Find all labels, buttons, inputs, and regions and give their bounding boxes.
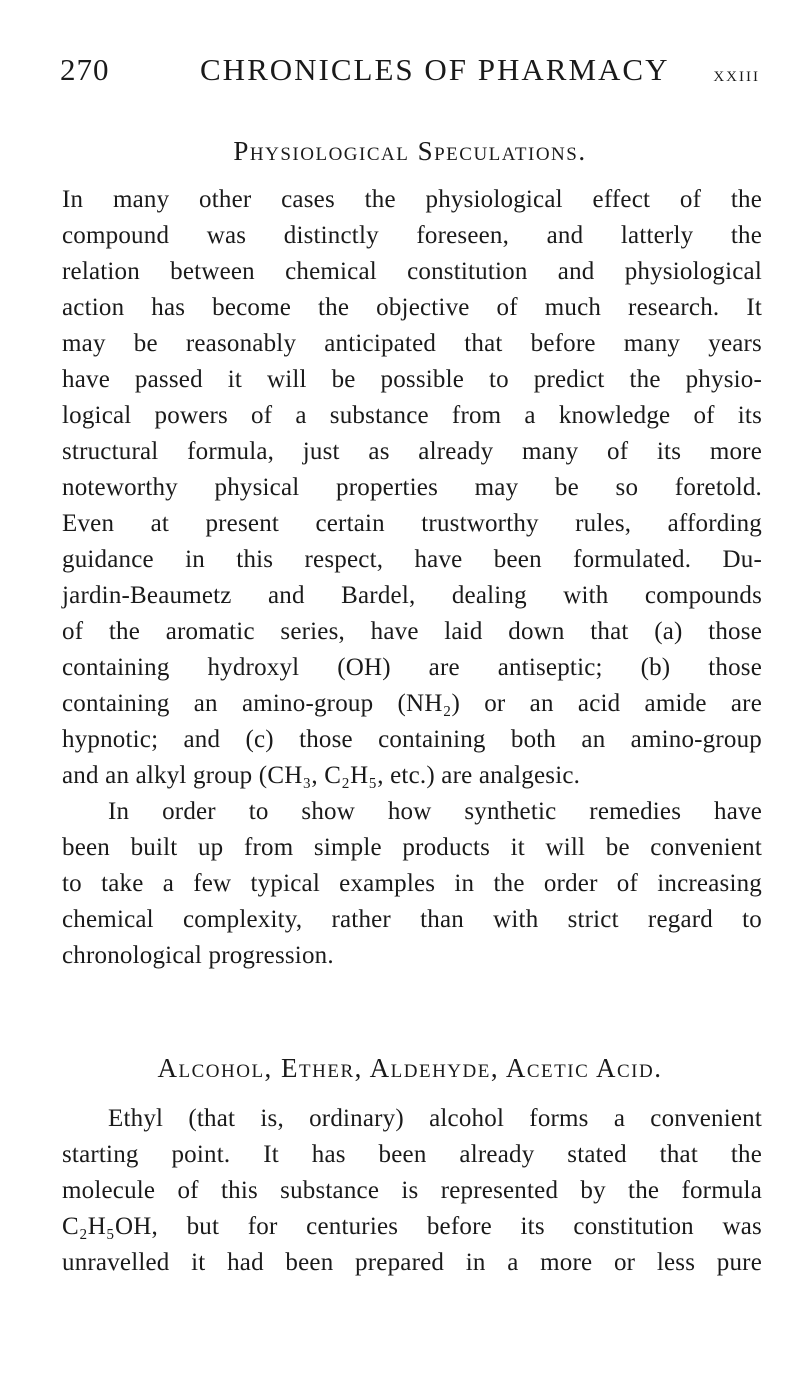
text-line: In many other cases the physiological effect of the — [62, 186, 762, 213]
text-line: may be reasonably anticipated that before many years — [62, 330, 762, 357]
text-line: containing hydroxyl (OH) are antiseptic; (b) those — [62, 654, 762, 681]
section-heading-alcohol: Alcohol, Ether, Aldehyde, Acetic Acid. — [157, 1053, 663, 1083]
text-line: have passed it will be possible to predict the physio- — [62, 366, 762, 393]
text-line: chronological progression. — [62, 942, 334, 969]
text-line: In order to show how synthetic remedies have — [108, 798, 762, 825]
text-line: hypnotic; and (c) those containing both an amino-group — [62, 726, 762, 753]
text-line: jardin-Beaumetz and Bardel, dealing with compounds — [62, 582, 762, 609]
text-line: action has become the objective of much research. It — [62, 294, 762, 321]
text-line: structural formula, just as already many of its more — [62, 438, 762, 465]
running-head — [60, 50, 760, 90]
text-line: of the aromatic series, have laid down that (a) those — [62, 618, 762, 645]
section-heading-physiological-speculations: Physiological Speculations. — [233, 136, 587, 166]
text-line: compound was distinctly foreseen, and latterly the — [62, 222, 762, 249]
text-line: molecule of this substance is represented by the formula — [62, 1177, 762, 1204]
running-title: CHRONICLES OF PHARMACY — [200, 52, 670, 87]
text-line: logical powers of a substance from a knowledge of its — [62, 402, 762, 429]
text-line: Even at present certain trustworthy rules, affording — [62, 510, 762, 537]
text-line: starting point. It has been already stated that the — [62, 1141, 762, 1168]
text-line: to take a few typical examples in the order of increasing — [62, 870, 762, 897]
text-line: and an alkyl group (CH₃, C₂H₅, etc.) are analgesic. — [62, 762, 581, 789]
text-line: chemical complexity, rather than with strict regard to — [62, 906, 762, 933]
text-line: relation between chemical constitution and physiological — [62, 258, 762, 285]
text-line: been built up from simple products it will be convenient — [62, 834, 762, 861]
text-line: containing an amino-group (NH₂) or an acid amide are — [62, 690, 762, 717]
page-number: 270 — [60, 52, 110, 87]
chapter-numeral: xxiii — [713, 61, 760, 86]
text-line: guidance in this respect, have been formulated. Du- — [62, 546, 762, 573]
text-line: noteworthy physical properties may be so foretold. — [62, 474, 762, 501]
text-line: Ethyl (that is, ordinary) alcohol forms a convenient — [108, 1105, 762, 1132]
text-line: unravelled it had been prepared in a more or less pure — [62, 1249, 762, 1276]
text-line: C₂H₅OH, but for centuries before its constitution was — [62, 1213, 762, 1240]
